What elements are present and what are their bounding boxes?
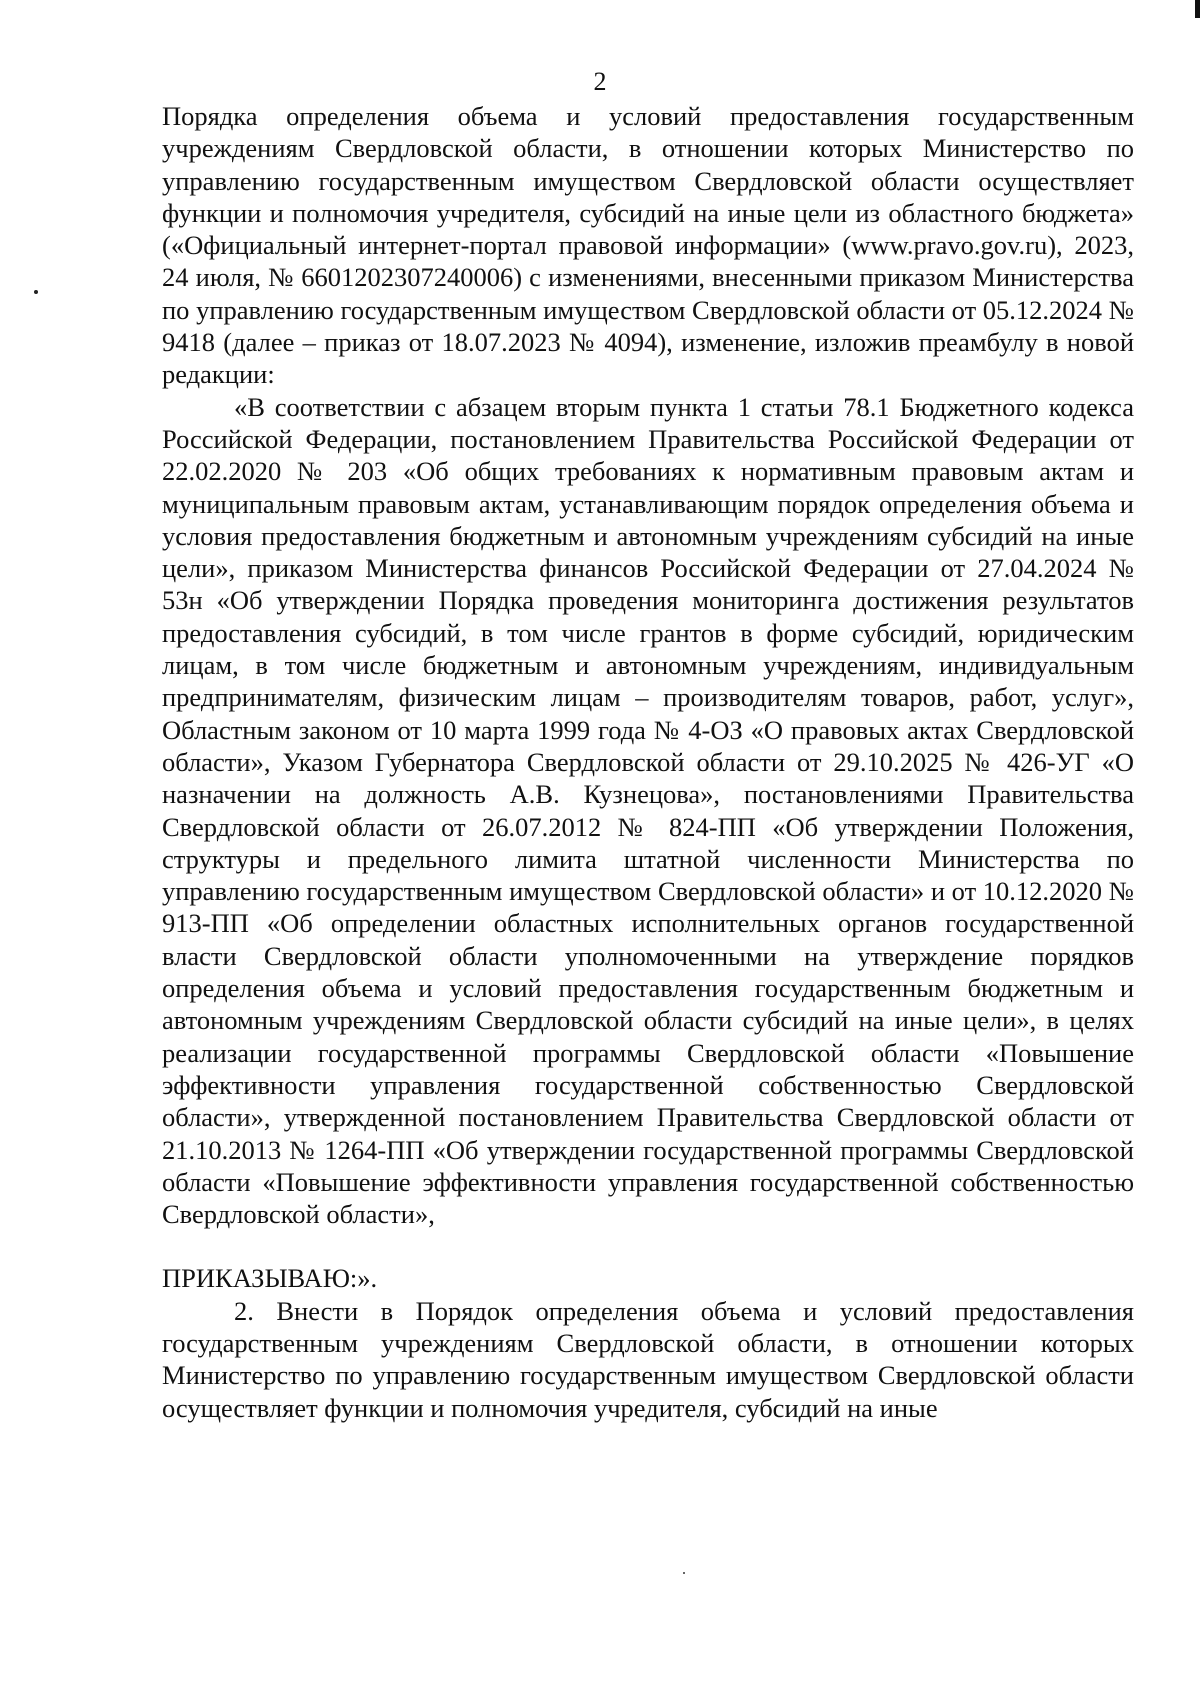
paragraph-spacer xyxy=(162,1230,1134,1262)
paragraph-order: ПРИКАЗЫВАЮ:». xyxy=(162,1263,378,1294)
scan-dot xyxy=(34,290,38,294)
scan-dot xyxy=(683,1572,685,1574)
paragraph-continuation: Порядка определения объема и условий предоставления государственным учреждениям Свердловской области, в отношении которых Министерство по управлению государственным имуществом Свердловской области осуществляет функции и полномочия учредителя, субсидий на иные цели из областного бюджета» («Официальный интернет-портал правовой информации» (www.pravo.gov.ru), 2023, 24 июля, № 6601202307240006) с изменениями, внесенными приказом Министерства по управлению государственным имуществом Свердловской области от 05.12.2024 № 9418 (далее – приказ от 18.07.2023 № 4094), изменение, изложив преамбулу в новой редакции: xyxy=(162,101,1134,390)
page-number: 2 xyxy=(593,67,607,96)
paragraph-item-2: 2. Внести в Порядок определения объема и условий предоставления государственным учреждениям Свердловской области, в отношении которых Министерство по управлению государственным имуществом Свердловской области осуществляет функции и полномочия учредителя, субсидий на иные xyxy=(162,1295,1134,1423)
document-body xyxy=(162,100,1134,1424)
scan-mark xyxy=(1195,0,1200,18)
paragraph-preamble: «В соответствии с абзацем вторым пункта 1 статьи 78.1 Бюджетного кодекса Российской Федерации, постановлением Правительства Российской Федерации от 22.02.2020 № 203 «Об общих требованиях к нормативным правовым актам и муниципальным правовым актам, устанавливающим порядок определения объема и условия предоставления бюджетным и автономным учреждениям субсидий на иные цели», приказом Министерства финансов Российской Федерации от 27.04.2024 № 53н «Об утверждении Порядка проведения мониторинга достижения результатов предоставления субсидий, в том числе грантов в форме субсидий, юридическим лицам, в том числе бюджетным и автономным учреждениям, индивидуальным предпринимателям, физическим лицам – производителям товаров, работ, услуг», Областным законом от 10 марта 1999 года № 4-ОЗ «О правовых актах Свердловской области», Указом Губернатора Свердловской области от 29.10.2025 № 426-УГ «О назначении на должность А.В. Кузнецова», постановлениями Правительства Свердловской области от 26.07.2012 № 824-ПП «Об утверждении Положения, структуры и предельного лимита штатной численности Министерства по управлению государственным имуществом Свердловской области» и от 10.12.2020 № 913-ПП «Об определении областных исполнительных органов государственной власти Свердловской области уполномоченными на утверждение порядков определения объема и условий предоставления государственным бюджетным и автономным учреждениям Свердловской области субсидий на иные цели», в целях реализации государственной программы Свердловской области «Повышение эффективности управления государственной собственностью Свердловской области», утвержденной постановлением Правительства Свердловской области от 21.10.2013 № 1264-ПП «Об утверждении государственной программы Свердловской области «Повышение эффективности управления государственной собственностью Свердловской области», xyxy=(162,391,1134,1230)
